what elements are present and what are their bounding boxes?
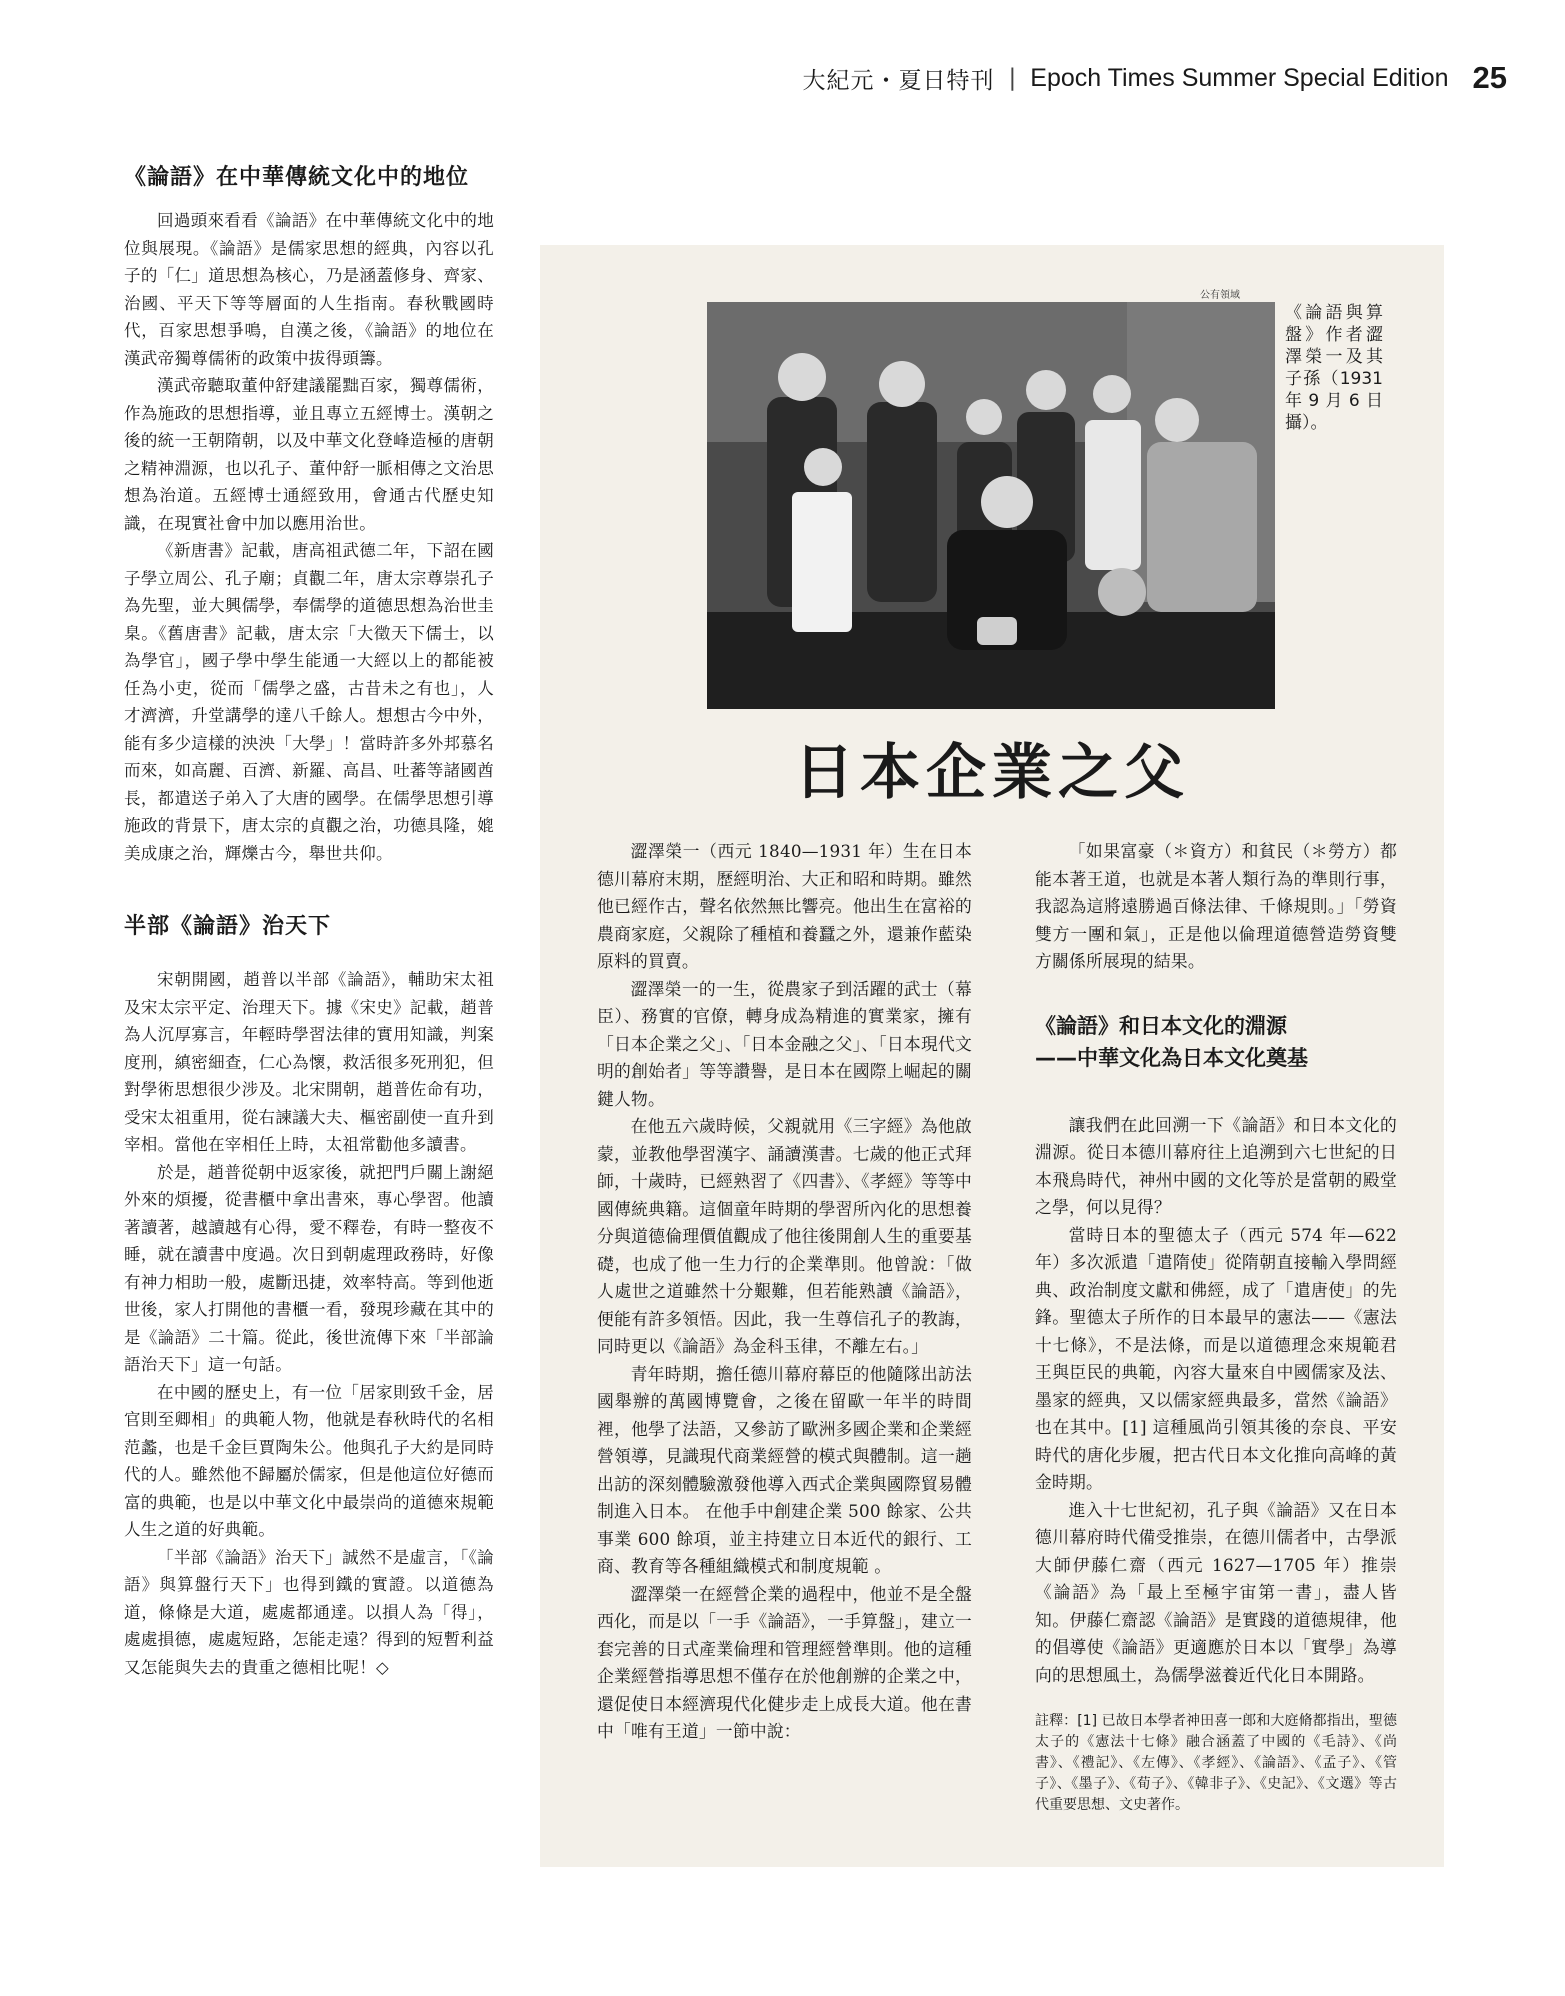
section-heading-half-analects: 半部《論語》治天下 <box>124 914 332 939</box>
feature-right-column <box>1035 838 1397 1830</box>
body-paragraph: 青年時期，擔任德川幕府幕臣的他隨隊出訪法國舉辦的萬國博覽會，之後在留歐一年半的時間裡，他學了法語，又參訪了歐洲多國企業和企業經營領導，見識現代商業經營的模式與體制。這一趟出訪的深刻體驗激發他導入西式企業與國際貿易體制進入日本。 在他手中創建企業 500 餘家、公共事業 600 餘項，並主持建立日本近代的銀行、工商、教育等各種組織模式和制度規範 。 <box>597 1363 972 1576</box>
body-paragraph: 宋朝開國，趙普以半部《論語》，輔助宋太祖及宋太宗平定、治理天下。據《宋史》記載，趙普為人沉厚寡言，年輕時學習法律的實用知識，判案度刑，縝密細查，仁心為懷，救活很多死刑犯，但對學術思想很少涉及。北宋開朝，趙普佐命有功，受宋太祖重用，從右諫議大夫、樞密副使一直升到宰相。當他在宰相任上時，太祖常勸他多讀書。 <box>124 970 494 1154</box>
body-paragraph: 澀澤榮一的一生，從農家子到活躍的武士（幕臣）、務實的官僚，轉身成為精進的實業家，擁有「日本企業之父」、「日本金融之父」、「日本現代文明的創始者」等等讚譽，是日本在國際上崛起的關鍵人物。 <box>597 978 972 1109</box>
edition-name: Epoch Times Summer Special Edition <box>1030 63 1449 92</box>
feature-middle-column <box>597 838 972 1746</box>
feature-title: 日本企業之父 <box>794 738 1190 808</box>
family-photo-illustration <box>707 302 1275 709</box>
photo-credit: 公有領域 <box>1200 290 1240 301</box>
body-paragraph: 《新唐書》記載，唐高祖武德二年，下詔在國子學立周公、孔子廟；貞觀二年，唐太宗尊崇孔子為先聖，並大興儒學，奉儒學的道德思想為治世圭臬。《舊唐書》記載，唐太宗「大徵天下儒士，以為學官」，國子學中學生能通一大經以上的都能被任為小吏，從而「儒學之盛，古昔未之有也」，人才濟濟，升堂講學的達八千餘人。想想古今中外，能有多少這樣的泱泱「大學」！當時許多外邦慕名而來，如高麗、百濟、新羅、高昌、吐蕃等諸國酋長，都遣送子弟入了大唐的國學。在儒學思想引導施政的背景下，唐太宗的貞觀之治，功德具隆，媲美成康之治，輝爍古今，舉世共仰。 <box>124 541 494 863</box>
header-separator: | <box>1008 65 1017 91</box>
family-photo <box>707 302 1275 709</box>
body-paragraph: 「如果富豪（＊資方）和貧民（＊勞方）都能本著王道，也就是本著人類行為的準則行事，我認為這將遠勝過百條法律、千條規則。」「勞資雙方一團和氣」，正是他以倫理道德營造勞資雙方關係所展現的結果。 <box>1035 841 1397 971</box>
body-paragraph: 漢武帝聽取董仲舒建議罷黜百家，獨尊儒術，作為施政的思想指導，並且專立五經博士。漢朝之後的統一王朝隋朝，以及中華文化登峰造極的唐朝之精神淵源，也以孔子、董仲舒一脈相傳之文治思想為治道。五經博士通經致用，會通古代歷史知識，在現實社會中加以應用治世。 <box>124 376 494 533</box>
page-number: 25 <box>1472 60 1507 95</box>
footnote: 註釋：[1] 已故日本學者神田喜一郎和大庭脩都指出，聖德太子的《憲法十七條》融合涵蓋了中國的《毛詩》、《尚書》、《禮記》、《左傳》、《孝經》、《論語》、《孟子》、《管子》、《墨子》、《荀子》、《韓非子》、《史記》、《文選》等古代重要思想、文史著作。 <box>1035 1713 1397 1813</box>
body-paragraph: 回過頭來看看《論語》在中華傳統文化中的地位與展現。《論語》是儒家思想的經典，內容以孔子的「仁」道思想為核心，乃是涵蓋修身、齊家、治國、平天下等等層面的人生指南。春秋戰國時代，百家思想爭鳴，自漢之後，《論語》的地位在漢武帝獨尊儒術的政策中拔得頭籌。 <box>124 211 494 368</box>
left-column <box>124 160 494 1681</box>
subsection-heading-line2: ——中華文化為日本文化奠基 <box>1035 1045 1308 1070</box>
subsection-heading-japan-culture <box>1035 1010 1397 1074</box>
body-paragraph: 在他五六歲時候，父親就用《三字經》為他啟蒙，並教他學習漢字、誦讀漢書。七歲的他正式拜師，十歲時，已經熟習了《四書》、《孝經》等等中國傳統典籍。這個童年時期的學習所內化的思想養分與道德倫理價值觀成了他往後開創人生的重要基礎，也成了他一生力行的企業準則。他曾說：「做人處世之道雖然十分艱難，但若能熟讀《論語》，便能有許多領悟。因此，我一生尊信孔子的教誨，同時更以《論語》為金科玉律，不離左右。」 <box>597 1116 972 1356</box>
section-heading-analects-status: 《論語》在中華傳統文化中的地位 <box>124 165 470 190</box>
photo-caption: 《論語與算盤》作者澀澤榮一及其子孫（1931年9月6日攝）。 <box>1285 303 1383 433</box>
body-paragraph: 「半部《論語》治天下」誠然不是虛言，「《論語》與算盤行天下」也得到鐵的實證。以道德為道，條條是大道，處處都通達。以損人為「得」，處處損德，處處短路，怎能走遠？得到的短暫利益又怎能與失去的貴重之德相比呢！◇ <box>124 1547 494 1677</box>
page-header <box>803 58 1507 98</box>
body-paragraph: 澀澤榮一在經營企業的過程中，他並不是全盤西化，而是以「一手《論語》，一手算盤」，建立一套完善的日式產業倫理和管理經營準則。他的這種企業經營指導思想不僅存在於他創辦的企業之中，還促使日本經濟現代化健步走上成長大道。他在書中「唯有王道」一節中說： <box>597 1583 972 1741</box>
body-paragraph: 澀澤榮一（西元 1840—1931 年）生在日本德川幕府末期，歷經明治、大正和昭和時期。雖然他已經作古，聲名依然無比響亮。他出生在富裕的農商家庭，父親除了種植和養蠶之外，還兼作藍染原料的買賣。 <box>597 841 972 971</box>
body-paragraph: 進入十七世紀初，孔子與《論語》又在日本德川幕府時代備受推崇，在德川儒者中，古學派大師伊藤仁齋（西元 1627—1705 年）推崇《論語》為「最上至極宇宙第一書」，盡人皆知。伊藤仁齋認《論語》是實踐的道德規律，他的倡導使《論語》更適應於日本以「實學」為導向的思想風土，為儒學滋養近代化日本開路。 <box>1035 1499 1397 1685</box>
body-paragraph: 在中國的歷史上，有一位「居家則致千金，居官則至卿相」的典範人物，他就是春秋時代的名相范蠡，也是千金巨賈陶朱公。他與孔子大約是同時代的人。雖然他不歸屬於儒家，但是他這位好德而富的典範，也是以中華文化中最崇尚的道德來規範人生之道的好典範。 <box>124 1382 494 1539</box>
body-paragraph: 當時日本的聖德太子（西元 574 年—622 年）多次派遣「遣隋使」從隋朝直接輸入學問經典、政治制度文獻和佛經，成了「遣唐使」的先鋒。聖德太子所作的日本最早的憲法——《憲法十七條》，不是法條，而是以道德理念來規範君王與臣民的典範，內容大量來自中國儒家及法、墨家的經典，又以儒家經典最多，當然《論語》也在其中。[1] 這種風尚引領其後的奈良、平安時代的唐化步履，把古代日本文化推向高峰的黃金時期。 <box>1035 1224 1397 1492</box>
body-paragraph: 讓我們在此回溯一下《論語》和日本文化的淵源。從日本德川幕府往上追溯到六七世紀的日本飛鳥時代，神州中國的文化等於是當朝的殿堂之學，何以見得？ <box>1035 1114 1397 1217</box>
body-paragraph: 於是，趙普從朝中返家後，就把門戶關上謝絕外來的煩擾，從書櫃中拿出書來，專心學習。他讀著讀著，越讀越有心得，愛不釋卷，有時一整夜不睡，就在讀書中度過。次日到朝處理政務時，好像有神力相助一般，處斷迅捷，效率特高。等到他逝世後，家人打開他的書櫃一看，發現珍藏在其中的是《論語》二十篇。從此，後世流傳下來「半部論語治天下」這一句話。 <box>124 1162 494 1374</box>
publication-name: 大紀元・夏日特刊 <box>802 67 995 94</box>
subsection-heading-line1: 《論語》和日本文化的淵源 <box>1035 1013 1287 1038</box>
